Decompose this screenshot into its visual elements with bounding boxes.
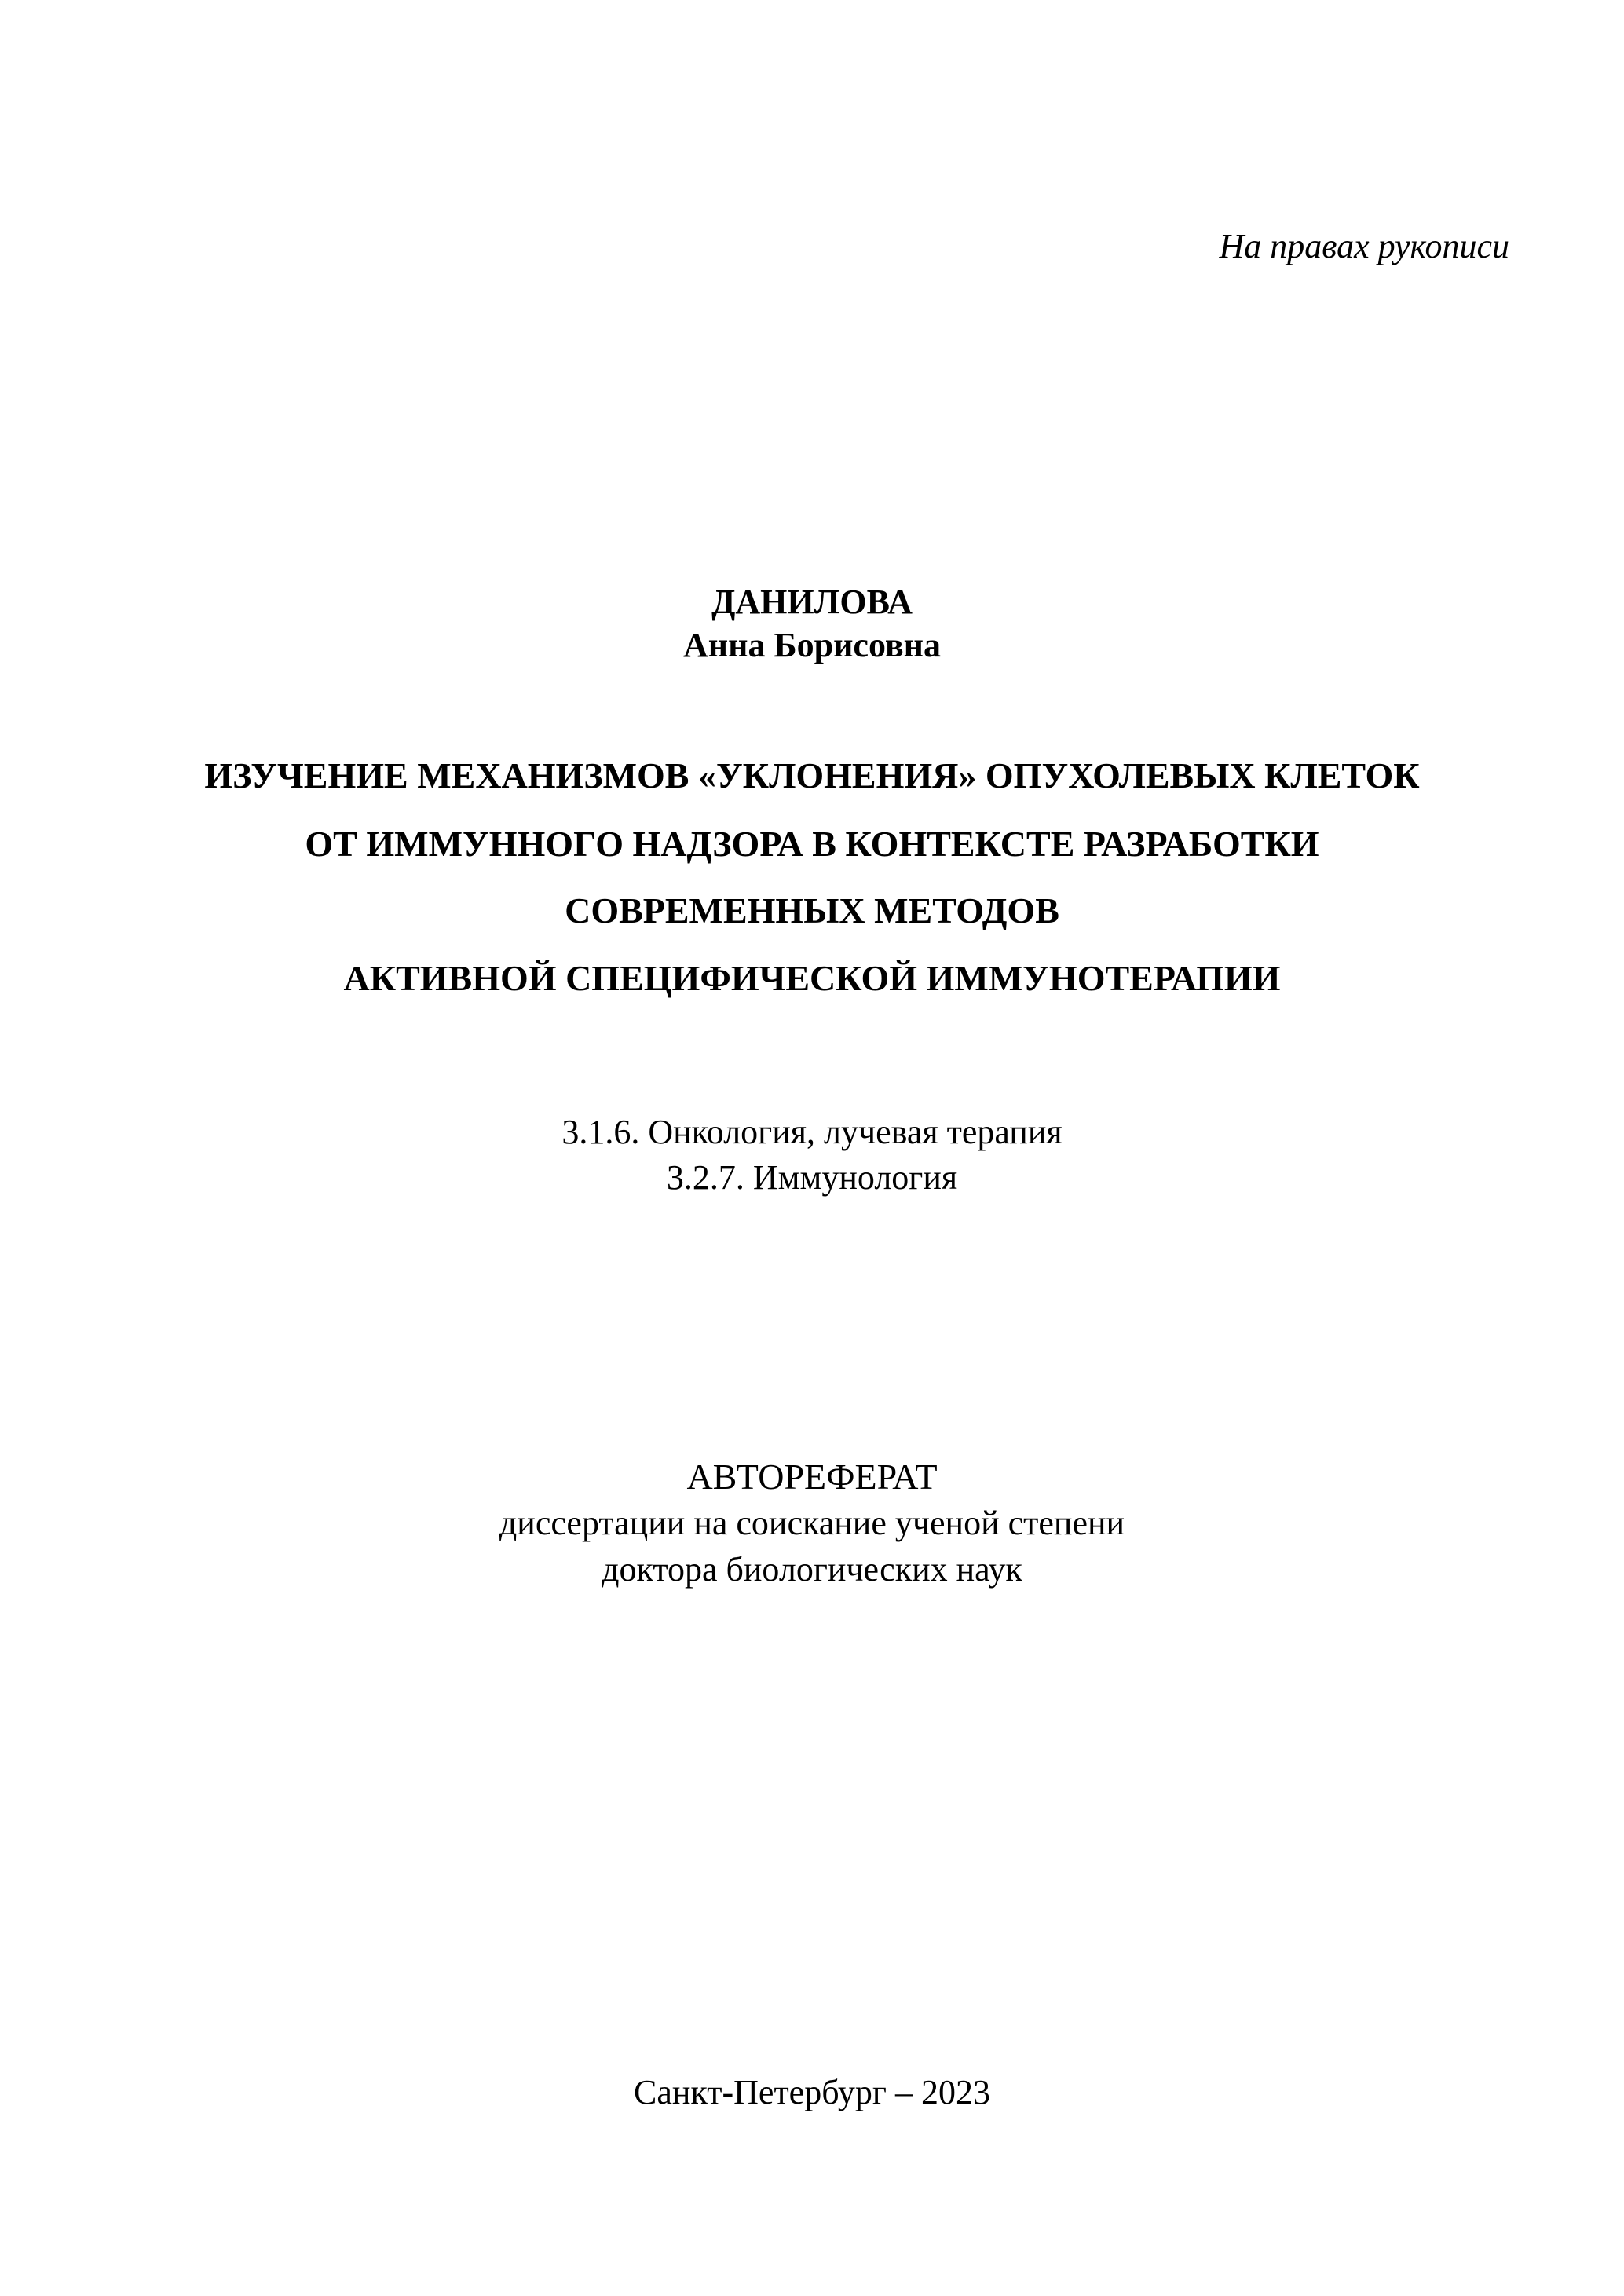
dissertation-title-line-2: ОТ ИММУННОГО НАДЗОРА В КОНТЕКСТЕ РАЗРАБОТКИ [305,824,1319,864]
specialty-2: 3.2.7. Иммунология [666,1158,958,1197]
abstract-type: АВТОРЕФЕРАТ [686,1457,938,1497]
author-given-names: Анна Борисовна [683,626,941,664]
degree-line-1: диссертации на соискание ученой степени [499,1504,1125,1542]
dissertation-title-line-1: ИЗУЧЕНИЕ МЕХАНИЗМОВ «УКЛОНЕНИЯ» ОПУХОЛЕВЫХ КЛЕТОК [204,755,1420,795]
manuscript-note: На правах рукописи [1219,227,1509,265]
degree-line-2: доктора биологических наук [602,1550,1022,1589]
dissertation-title-line-4: АКТИВНОЙ СПЕЦИФИЧЕСКОЙ ИММУНОТЕРАПИИ [343,958,1281,998]
place-and-year: Санкт-Петербург – 2023 [634,2073,990,2111]
dissertation-title-line-3: СОВРЕМЕННЫХ МЕТОДОВ [565,890,1059,930]
author-surname: ДАНИЛОВА [711,583,913,621]
specialty-1: 3.1.6. Онкология, лучевая терапия [561,1113,1063,1151]
